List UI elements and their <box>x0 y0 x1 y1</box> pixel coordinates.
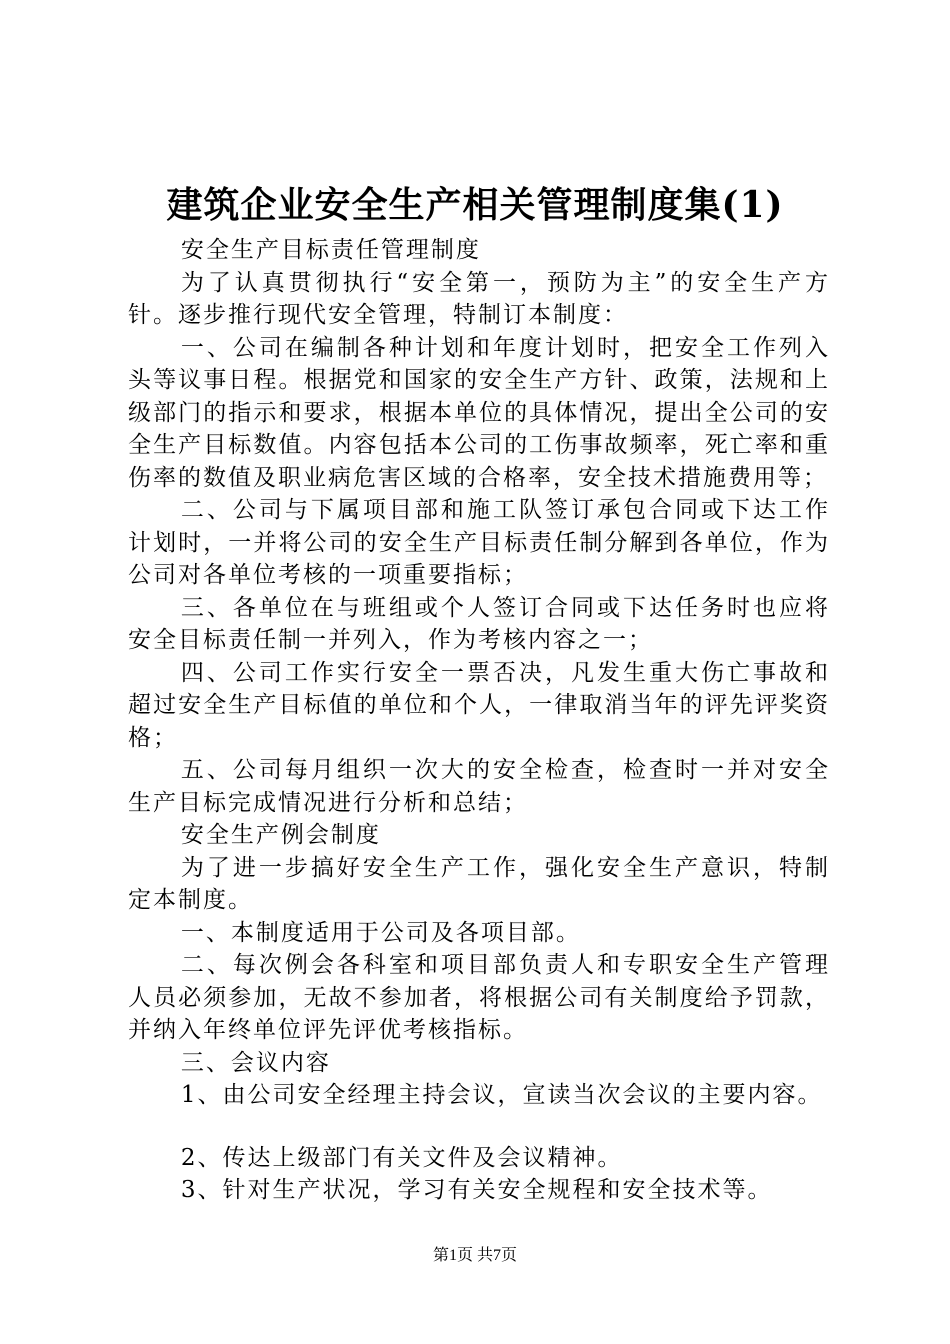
paragraph-meeting-item-2: 二、每次例会各科室和项目部负责人和专职安全生产管理人员必须参加，无故不参加者，将根据公司有关制度给予罚款，并纳入年终单位评先评优考核指标。 <box>128 952 830 1043</box>
meeting-content-item-1: 1、由公司安全经理主持会议，宣读当次会议的主要内容。 <box>180 1082 823 1108</box>
blank-line <box>128 1112 830 1142</box>
section-heading-target-responsibility: 安全生产目标责任管理制度 <box>180 237 481 263</box>
meeting-content-item-2: 2、传达上级部门有关文件及会议精神。 <box>180 1144 623 1171</box>
page-number-footer: 第1页 共7页 <box>432 1247 517 1264</box>
paragraph-meeting-item-3: 三、会议内容 <box>180 1049 331 1076</box>
paragraph-intro: 为了认真贯彻执行“安全第一，预防为主”的安全生产方针。逐步推行现代安全管理，特制订本制度： <box>128 269 830 328</box>
paragraph-item-3: 三、各单位在与班组或个人签订合同或下达任务时也应将安全目标责任制一并列入，作为考核内容之一； <box>128 594 830 653</box>
paragraph-item-4: 四、公司工作实行安全一票否决，凡发生重大伤亡事故和超过安全生产目标值的单位和个人，一律取消当年的评先评奖资格； <box>128 659 830 751</box>
paragraph-meeting-item-1: 一、本制度适用于公司及各项目部。 <box>180 919 581 946</box>
paragraph-item-1: 一、公司在编制各种计划和年度计划时，把安全工作列入头等议事日程。根据党和国家的安全生产方针、政策，法规和上级部门的指示和要求，根据本单位的具体情况，提出全公司的安全生产目标数值。内容包括本公司的工伤事故频率，死亡率和重伤率的数值及职业病危害区域的合格率，安全技术措施费用等； <box>128 334 830 491</box>
paragraph-meeting-intro: 为了进一步搞好安全生产工作，强化安全生产意识，特制定本制度。 <box>128 854 830 913</box>
paragraph-item-5: 五、公司每月组织一次大的安全检查，检查时一并对安全生产目标完成情况进行分析和总结； <box>128 757 830 816</box>
meeting-content-item-3: 3、针对生产状况，学习有关安全规程和安全技术等。 <box>180 1177 773 1203</box>
paragraph-item-2: 二、公司与下属项目部和施工队签订承包合同或下达工作计划时，一并将公司的安全生产目标责任制分解到各单位，作为公司对各单位考核的一项重要指标； <box>128 497 830 588</box>
document-title: 建筑企业安全生产相关管理制度集(1) <box>166 184 784 226</box>
section-heading-safety-meeting: 安全生产例会制度 <box>180 822 381 848</box>
document-body <box>128 234 830 1207</box>
